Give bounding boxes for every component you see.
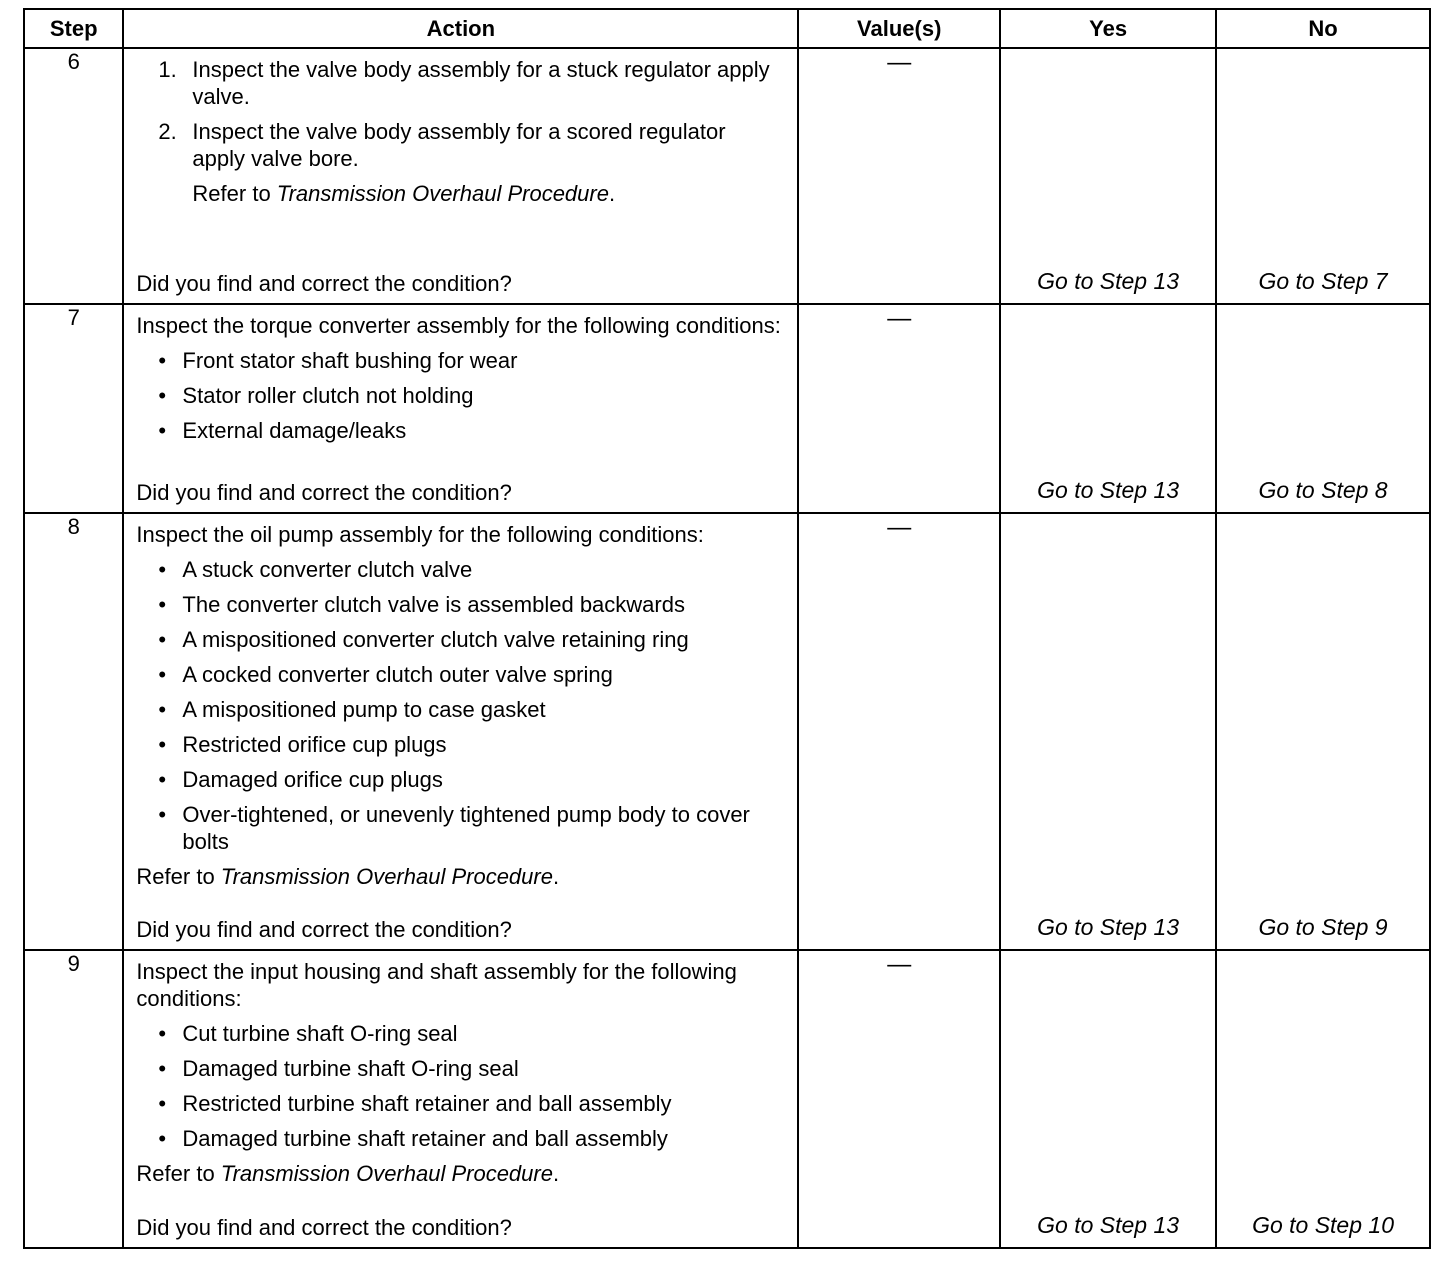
- no-cell: [1216, 513, 1430, 950]
- diagnostic-table: [23, 8, 1431, 1249]
- question-text: Did you find and correct the condition?: [136, 480, 512, 505]
- action-cell: [123, 950, 798, 1248]
- table-row: [24, 48, 1430, 304]
- bullet-item: • Restricted orifice cup plugs: [158, 732, 447, 757]
- yes-goto: Go to Step 13: [1037, 477, 1180, 503]
- value-cell: —: [798, 304, 1000, 513]
- bullet-item: • Damaged turbine shaft O-ring seal: [158, 1056, 519, 1081]
- no-cell: [1216, 48, 1430, 304]
- value-cell: —: [798, 48, 1000, 304]
- header-action: Action: [123, 9, 798, 48]
- no-goto: Go to Step 8: [1258, 477, 1388, 503]
- bullet-item: • Over-tightened, or unevenly tightened pump body to cover bolts: [158, 802, 750, 854]
- numbered-item: 2. Inspect the valve body assembly for a scored regulator apply valve bore.: [158, 119, 726, 171]
- action-cell: [123, 48, 798, 304]
- value-cell: —: [798, 513, 1000, 950]
- bullet-item: • Damaged orifice cup plugs: [158, 767, 443, 792]
- bullet-item: • A mispositioned converter clutch valve retaining ring: [158, 627, 689, 652]
- action-cell: [123, 304, 798, 513]
- no-cell: [1216, 304, 1430, 513]
- header-step: Step: [24, 9, 123, 48]
- bullet-item: • A mispositioned pump to case gasket: [158, 697, 546, 722]
- yes-goto: Go to Step 13: [1037, 268, 1180, 294]
- bullet-item: • Cut turbine shaft O-ring seal: [158, 1021, 458, 1046]
- bullet-list: [136, 1020, 783, 1152]
- numbered-item: 1. Inspect the valve body assembly for a stuck regulator apply valve.: [158, 57, 770, 109]
- bullet-item: • Front stator shaft bushing for wear: [158, 348, 518, 373]
- no-goto: Go to Step 7: [1258, 268, 1388, 294]
- bullet-item: • External damage/leaks: [158, 418, 407, 443]
- yes-cell: [1000, 513, 1216, 950]
- yes-cell: [1000, 950, 1216, 1248]
- bullet-item: • A cocked converter clutch outer valve spring: [158, 662, 613, 687]
- bullet-item: • A stuck converter clutch valve: [158, 557, 473, 582]
- refer-note: Refer to Transmission Overhaul Procedure.: [136, 1161, 560, 1186]
- table-row: [24, 304, 1430, 513]
- refer-title: Transmission Overhaul Procedure: [220, 1161, 553, 1186]
- intro-text: Inspect the oil pump assembly for the following conditions:: [136, 522, 704, 547]
- refer-title: Transmission Overhaul Procedure: [220, 864, 553, 889]
- bullet-list: [136, 556, 783, 855]
- question-text: Did you find and correct the condition?: [136, 1215, 512, 1240]
- step-number: 8: [24, 513, 123, 950]
- refer-note: Refer to Transmission Overhaul Procedure.: [192, 181, 616, 206]
- bullet-item: • Damaged turbine shaft retainer and ball assembly: [158, 1126, 668, 1151]
- bullet-item: • Restricted turbine shaft retainer and ball assembly: [158, 1091, 672, 1116]
- step-number: 9: [24, 950, 123, 1248]
- no-goto: Go to Step 10: [1252, 1212, 1394, 1238]
- numbered-list: [136, 56, 783, 172]
- no-cell: [1216, 950, 1430, 1248]
- refer-title: Transmission Overhaul Procedure: [276, 181, 609, 206]
- intro-text: Inspect the input housing and shaft assembly for the following conditions:: [136, 959, 737, 1011]
- yes-cell: [1000, 304, 1216, 513]
- yes-goto: Go to Step 13: [1037, 914, 1180, 940]
- header-no: No: [1216, 9, 1430, 48]
- bullet-item: • The converter clutch valve is assembled backwards: [158, 592, 685, 617]
- no-goto: Go to Step 9: [1258, 914, 1388, 940]
- header-yes: Yes: [1000, 9, 1216, 48]
- refer-note: Refer to Transmission Overhaul Procedure.: [136, 864, 560, 889]
- action-cell: [123, 513, 798, 950]
- question-text: Did you find and correct the condition?: [136, 917, 512, 942]
- question-text: Did you find and correct the condition?: [136, 271, 512, 296]
- header-values: Value(s): [798, 9, 1000, 48]
- yes-cell: [1000, 48, 1216, 304]
- yes-goto: Go to Step 13: [1037, 1212, 1180, 1238]
- table-row: [24, 513, 1430, 950]
- bullet-item: • Stator roller clutch not holding: [158, 383, 474, 408]
- value-cell: —: [798, 950, 1000, 1248]
- table-row: [24, 950, 1430, 1248]
- intro-text: Inspect the torque converter assembly for the following conditions:: [136, 313, 781, 338]
- step-number: 6: [24, 48, 123, 304]
- bullet-list: [136, 347, 783, 444]
- header-row: [24, 9, 1430, 48]
- step-number: 7: [24, 304, 123, 513]
